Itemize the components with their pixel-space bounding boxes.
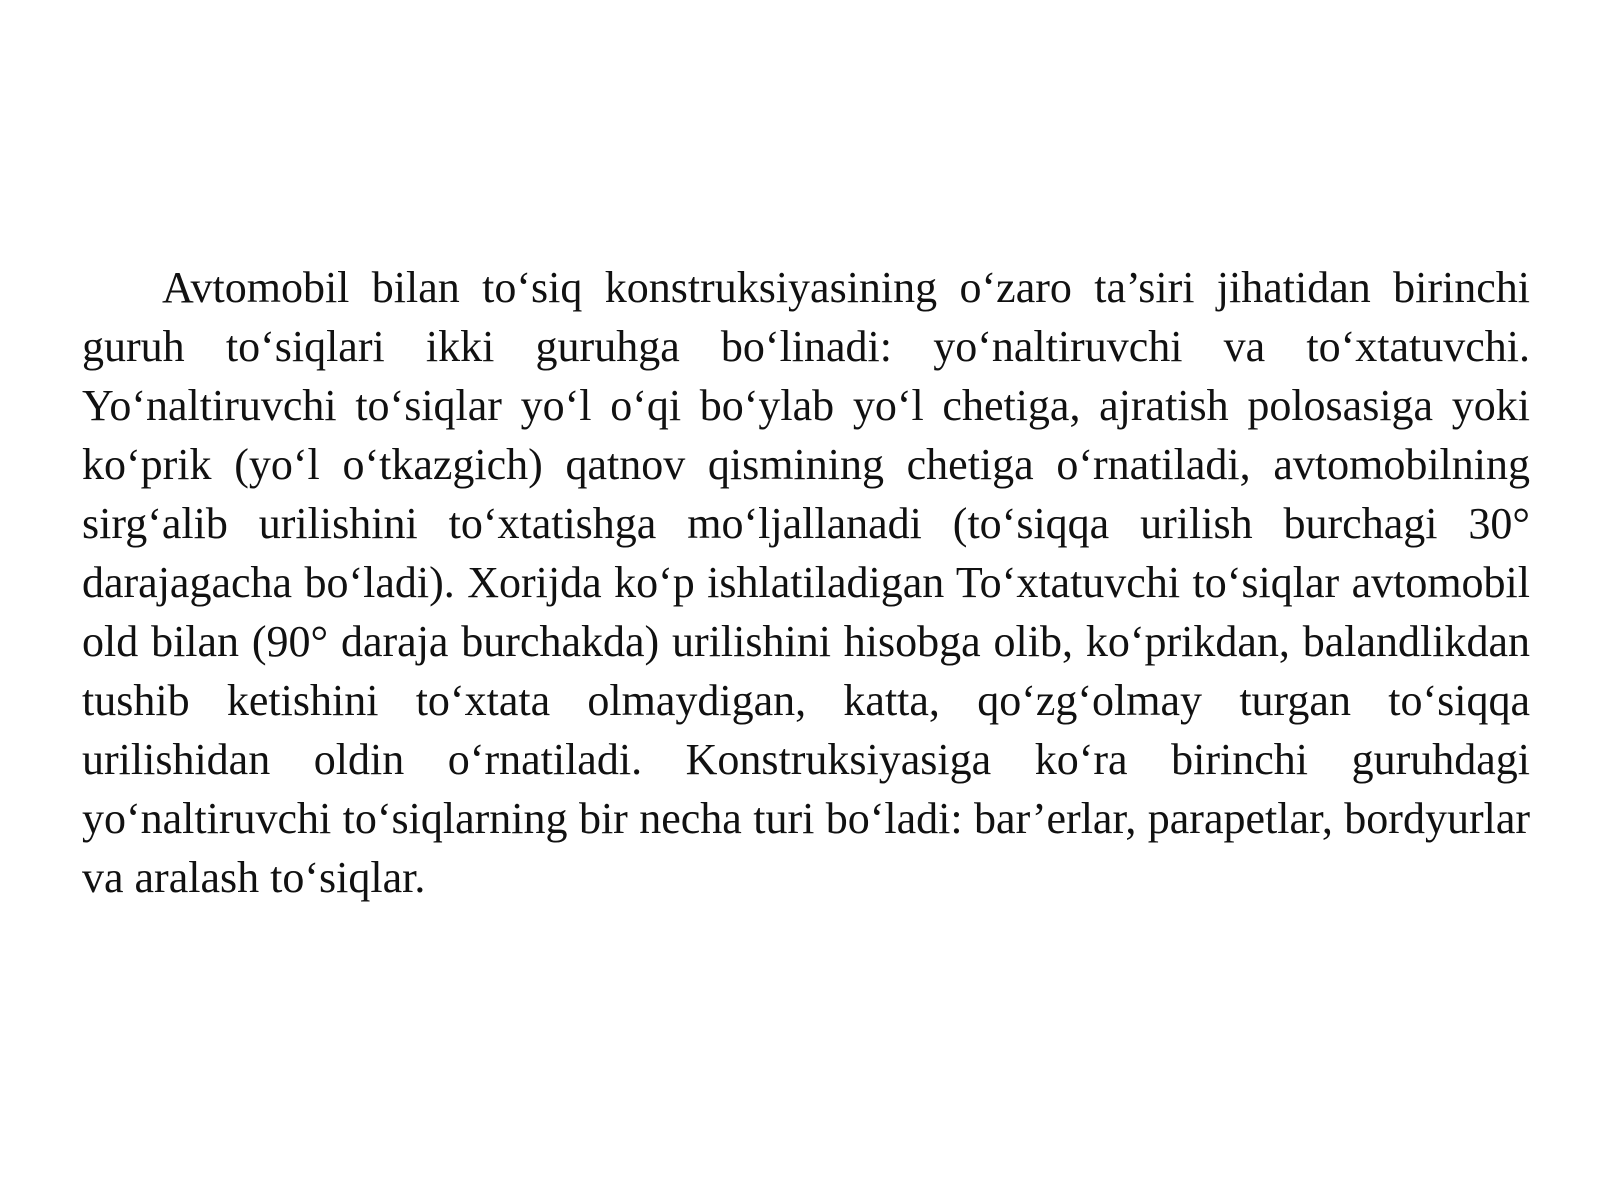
body-paragraph: Avtomobil bilan to‘siq konstruksiyasining o‘zaro ta’siri jihatidan birinchi guruh to‘siqlari ikki guruhga bo‘linadi: yo‘naltiruvchi va to‘xtatuvchi. Yo‘naltiruvchi to‘siqlar yo‘l o‘qi bo‘ylab yo‘l chetiga, ajratish polosasiga yoki ko‘prik (yo‘l o‘tkazgich) qatnov qismining chetiga o‘rnatiladi, avtomobilning sirg‘alib urilishini to‘xtatishga mo‘ljallanadi (to‘siqqa urilish burchagi 30° darajagacha bo‘ladi). Xorijda ko‘p ishlatiladigan To‘xtatuvchi to‘siqlar avtomobil old bilan (90° daraja burchakda) urilishini hisobga olib, ko‘prikdan, balandlikdan tushib ketishini to‘xtata olmaydigan, katta, qo‘zg‘olmay turgan to‘siqqa urilishidan oldin o‘rnatiladi. Konstruksiyasiga ko‘ra birinchi guruhdagi yo‘naltiruvchi to‘siqlarning bir necha turi bo‘ladi: bar’erlar, parapetlar, bordyurlar va aralash to‘siqlar. [82, 263, 1530, 902]
